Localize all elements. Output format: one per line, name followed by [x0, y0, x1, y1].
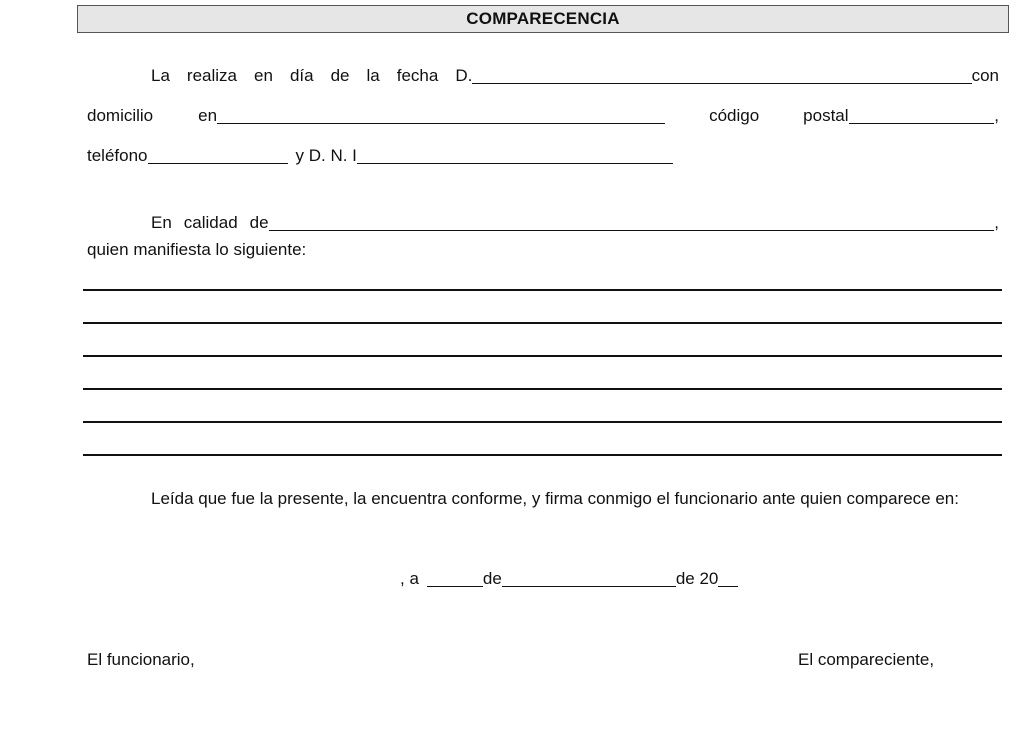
date-line	[400, 569, 800, 589]
text-en-3: En	[151, 213, 172, 232]
closing-paragraph	[87, 485, 999, 512]
dni-blank[interactable]	[357, 146, 673, 164]
day-blank[interactable]	[427, 569, 483, 587]
text-en-2: en	[198, 106, 218, 125]
text-la: La	[151, 66, 170, 85]
capacity-blank[interactable]	[269, 213, 995, 231]
text-d: D.	[455, 66, 473, 85]
text-domicilio: domicilio	[87, 106, 154, 125]
signature-funcionario: El funcionario,	[87, 650, 195, 669]
text-codigo: código	[709, 106, 760, 125]
text-la-2: la	[366, 66, 380, 85]
line-calidad	[151, 213, 999, 233]
line-realiza	[151, 66, 999, 86]
statement-line[interactable]	[83, 322, 1002, 324]
name-blank[interactable]	[472, 66, 971, 84]
statement-line[interactable]	[83, 421, 1002, 423]
text-manifiesta: quien manifiesta lo siguiente:	[87, 240, 307, 259]
text-de-20: de 20	[675, 569, 719, 588]
text-dni: y D. N. I	[295, 146, 357, 165]
line-domicilio	[87, 106, 999, 126]
text-con: con	[971, 66, 999, 85]
text-calidad: calidad	[183, 213, 238, 232]
text-comma-a: , a	[400, 569, 419, 588]
closing-text: Leída que fue la presente, la encuentra conforme, y firma conmigo el funcionario ante quien comparece en:	[151, 489, 959, 508]
text-de-3: de	[482, 569, 502, 588]
text-fecha: fecha	[396, 66, 439, 85]
line-manifiesta	[87, 240, 999, 260]
document-title-box	[77, 5, 1009, 33]
document-title: COMPARECENCIA	[466, 9, 620, 28]
text-de: de	[330, 66, 350, 85]
text-dia: día	[289, 66, 314, 85]
signature-compareciente: El compareciente,	[798, 650, 935, 669]
statement-line[interactable]	[83, 355, 1002, 357]
text-comma-2: ,	[994, 213, 999, 232]
postal-code-blank[interactable]	[849, 106, 995, 124]
statement-line[interactable]	[83, 388, 1002, 390]
signatures-row-right	[798, 650, 998, 670]
text-realiza: realiza	[186, 66, 238, 85]
text-en: en	[254, 66, 273, 85]
year-blank[interactable]	[718, 569, 738, 587]
text-de-2: de	[249, 213, 269, 232]
text-comma: ,	[994, 106, 999, 125]
text-postal: postal	[803, 106, 849, 125]
statement-line[interactable]	[83, 289, 1002, 291]
phone-blank[interactable]	[148, 146, 288, 164]
line-telefono	[87, 146, 999, 166]
month-blank[interactable]	[502, 569, 676, 587]
text-telefono: teléfono	[87, 146, 148, 165]
address-blank[interactable]	[217, 106, 665, 124]
statement-line[interactable]	[83, 454, 1002, 456]
